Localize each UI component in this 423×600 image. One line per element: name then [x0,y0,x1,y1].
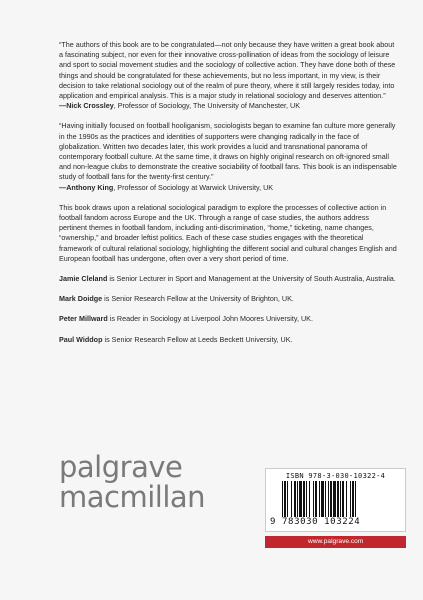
author-bio-text-4: is Senior Research Fellow at Leeds Beckett University, UK. [102,334,293,344]
barcode-bars [282,481,400,517]
publisher-url[interactable]: www.palgrave.com [265,536,406,548]
author-bio-text-3: is Reader in Sociology at Liverpool John Moores University, UK. [107,314,313,324]
barcode-bar [333,481,336,517]
author-name-2: Mark Doidge [59,294,103,304]
barcode-bar [330,481,332,517]
quote-2-attribution [59,183,273,192]
barcode-bar [355,481,356,517]
barcode-bar [350,481,351,517]
barcode-bar [340,481,341,517]
barcode-bar [321,481,324,517]
isbn-label: ISBN 978-3-030-10322-4 [285,472,386,480]
book-description: This book draws upon a relational sociological paradigm to explore the processes of collective action in football fandom across Europe and the UK. Through a range of case studies, the authors address pertinent themes in football fandom, including anti-discrimination, “home,” ticketing, name changes, “ownership,” and broader leftist politics. Each of these case studies engages with the theoretical framework of cultural relational sociology, highlighting the different social and cultural changes English and European football has undergone, often over a very short period of time. [59,202,397,263]
author-bio-text-1: is Senior Lecturer in Sport and Management at the University of South Australia, Australia. [107,274,396,284]
barcode-bar [309,481,310,517]
barcode-bar [287,481,288,517]
barcode-bar [313,481,314,517]
author-name-4: Paul Widdop [59,334,103,344]
barcode-bar [342,481,344,517]
publisher-logo [59,452,205,512]
author-bio-1 [59,274,397,284]
barcode-bar [282,481,283,517]
barcode-bar [297,481,298,517]
barcode-bar [346,481,347,517]
author-name-1: Jamie Cleland [59,274,108,284]
endorsement-quote-1 [59,40,397,111]
quote-2-affiliation: , Professor of Sociology at Warwick University, UK [113,182,274,192]
quote-2-text: “Having initially focused on football hooliganism, sociologists began to examine fan culture more generally in the 1990s as the practices and identities of supporters were changing radically in the face of globalization. Written two decades later, this work provides a lucid and transnational panorama of contemporary football culture. At the same time, it draws on highly original research on oft-ignored small and non-league clubs to demonstrate the creative sociability of football fans. This book is an indispensable study of football fans for the twenty-first century.” [59,121,397,182]
quote-1-author: —Nick Crossley [59,101,114,111]
author-bio-2 [59,294,397,304]
isbn-barcode [265,468,406,532]
barcode-bar [337,481,339,517]
quote-2-author: —Anthony King [59,182,114,192]
barcode-bar [291,481,292,517]
barcode-bar [352,481,354,517]
barcode-bar [306,481,307,517]
barcode-bar [294,481,296,517]
barcode-bar [299,481,302,517]
author-bio-4 [59,335,397,345]
barcode-bar [319,481,320,517]
barcode-bar [328,481,329,517]
barcode-bar [325,481,326,517]
back-cover-text [59,40,397,355]
barcode-bar [303,481,305,517]
author-bio-text-2: is Senior Research Fellow at the University of Brighton, UK. [102,294,294,304]
logo-line-1: palgrave [59,450,183,484]
barcode-bar [284,481,286,517]
quote-1-affiliation: , Professor of Sociology, The University of Manchester, UK [113,101,301,111]
author-name-3: Peter Millward [59,314,108,324]
quote-1-attribution [59,101,300,110]
logo-line-2: macmillan [59,480,206,514]
barcode-number: 9 783030 103224 [270,517,361,527]
author-bio-3 [59,314,397,324]
endorsement-quote-2 [59,121,397,192]
quote-1-text: “The authors of this book are to be congratulated—not only because they have written a great book about a fascinating subject, nor even for their innovative cross-pollination of ideas from the sociology of leisure and sport to social movement studies and the sociology of collective action. They have done both of these things and should be congratulated for these achievements, but no less important, in my view, is their decision to take relational sociology out of the realm of pure theory, where it still largely resides today, into application and empirical analysis. This is a major study in relational sociology and deserves attention.” [59,40,396,101]
barcode-bar [315,481,317,517]
